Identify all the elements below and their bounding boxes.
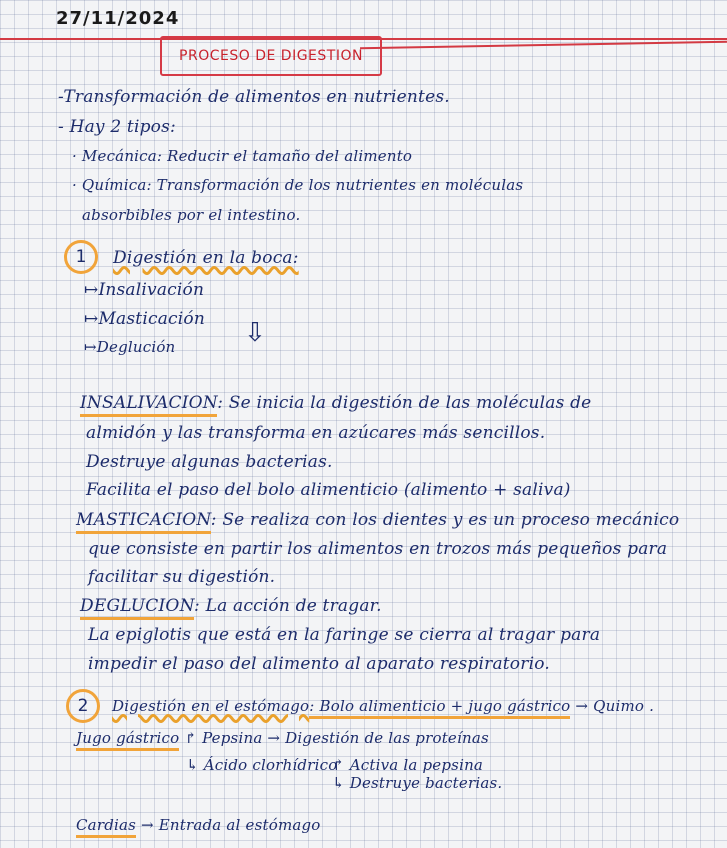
masticacion-line-2: que consiste en partir los alimentos en trozos más pequeños para xyxy=(88,539,668,559)
acido-activa: ↱ Activa la pepsina xyxy=(332,756,484,774)
section-1-item-insalivacion: ↦Insalivación xyxy=(84,280,205,300)
intro-quimica-cont: absorbibles por el intestino. xyxy=(82,206,301,224)
arrow-down-icon: ⇩ xyxy=(244,318,266,348)
section-2-number: 2 xyxy=(66,689,100,723)
insalivacion-text-1: : Se inicia la digestión de las moléculas de xyxy=(217,393,592,413)
section-1-heading xyxy=(113,248,299,268)
deglucion-line-3: impedir el paso del alimento al aparato respiratorio. xyxy=(88,654,550,674)
section-1-heading-text: Digestión en la boca: xyxy=(113,248,299,268)
insalivacion-line-2: almidón y las transforma en azúcares más sencillos. xyxy=(86,423,546,443)
deglucion-text-1: : La acción de tragar. xyxy=(194,596,382,616)
insalivacion-line-4: Facilita el paso del bolo alimenticio (alimento + saliva) xyxy=(86,480,571,500)
cardias-line xyxy=(76,816,321,834)
section-1-number: 1 xyxy=(64,240,98,274)
section-2-line xyxy=(112,697,654,715)
cardias-label: Cardias xyxy=(76,816,136,838)
section-2-formula: : Bolo alimenticio + jugo gástrico xyxy=(309,697,570,719)
masticacion-line-1 xyxy=(76,510,679,530)
deglucion-line-2: La epiglotis que está en la faringe se cierra al tragar para xyxy=(88,625,601,645)
section-2-heading: Digestión en el estómago xyxy=(112,697,310,715)
insalivacion-line-1 xyxy=(80,393,591,413)
masticacion-text-1: : Se realiza con los dientes y es un proceso mecánico xyxy=(210,510,680,530)
intro-mecanica: · Mecánica: Reducir el tamaño del alimento xyxy=(72,147,413,165)
insalivacion-line-3: Destruye algunas bacterias. xyxy=(86,452,333,472)
page-title: PROCESO DE DIGESTION xyxy=(160,36,382,76)
intro-line-1: -Transformación de alimentos en nutrientes. xyxy=(58,87,450,107)
acido-destruye: ↳ Destruye bacterias. xyxy=(332,774,503,792)
section-1-item-deglucion: ↦Deglución xyxy=(84,338,176,356)
date: 27/11/2024 xyxy=(56,8,180,29)
deglucion-line-1 xyxy=(80,596,382,616)
section-2-result: → Quimo . xyxy=(575,697,655,715)
jugo-acido: ↳ Ácido clorhídrico xyxy=(186,756,338,774)
section-1-item-masticacion: ↦Masticación xyxy=(84,309,205,329)
deglucion-label: DEGLUCION xyxy=(80,596,194,620)
insalivacion-label: INSALIVACION xyxy=(80,393,217,417)
intro-line-2: - Hay 2 tipos: xyxy=(58,117,176,137)
cardias-text: → Entrada al estómago xyxy=(141,816,321,834)
title-rule-right xyxy=(360,41,727,49)
intro-quimica: · Química: Transformación de los nutrientes en moléculas xyxy=(72,176,524,194)
masticacion-label: MASTICACION xyxy=(76,510,211,534)
jugo-pepsina: ↱ Pepsina → Digestión de las proteínas xyxy=(184,729,489,747)
jugo-line-1 xyxy=(76,729,489,747)
jugo-label: Jugo gástrico xyxy=(76,729,179,751)
masticacion-line-3: facilitar su digestión. xyxy=(88,567,276,587)
